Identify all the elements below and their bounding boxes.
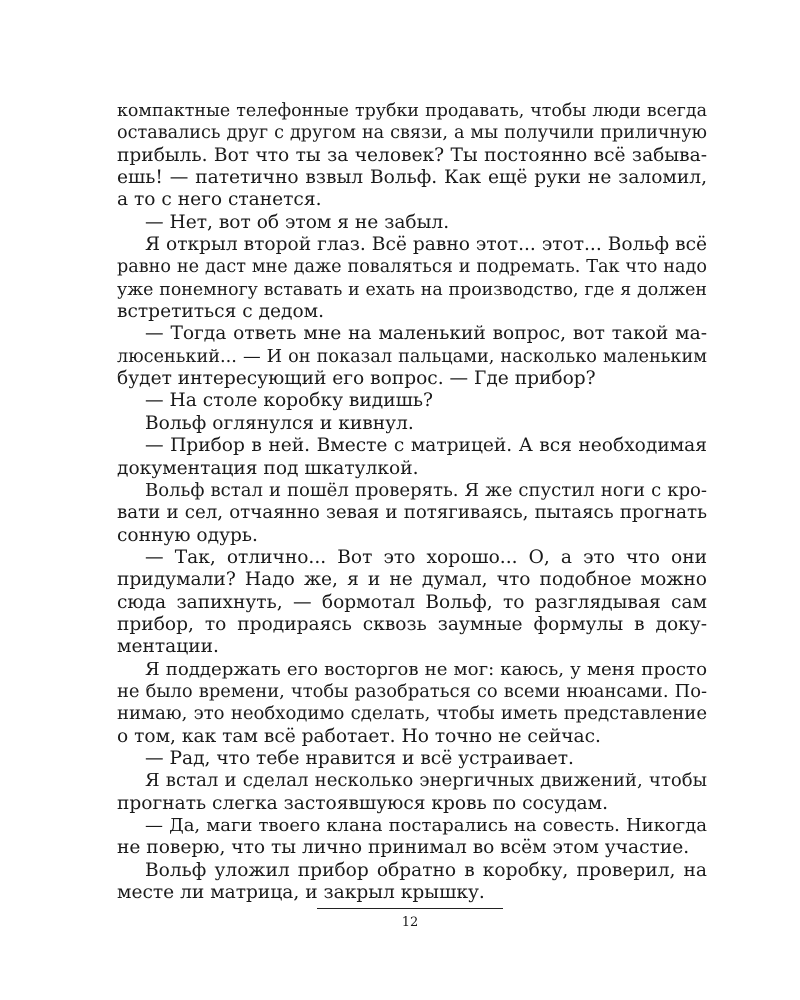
text-line: ментации.: [117, 636, 219, 658]
text-line: Я поддержать его восторгов не мог: каюсь, у меня просто: [145, 658, 707, 680]
text-line: Вольф встал и пошёл проверять. Я же спустил ноги с кро-: [145, 479, 707, 501]
text-line: равно не даст мне даже поваляться и подремать. Так что надо: [117, 257, 707, 278]
text-line: а то с него станется.: [117, 189, 322, 211]
text-line: — На столе коробку видишь?: [145, 390, 433, 412]
text-line: Я открыл второй глаз. Всё равно этот... этот... Вольф всё: [145, 234, 707, 256]
text-line: — Прибор в ней. Вместе с матрицей. А вся необходимая: [145, 435, 707, 457]
text-line: о том, как там всё работает. Но точно не сейчас.: [117, 725, 601, 747]
text-line: прогнать слегка застоявшуюся кровь по сосудам.: [117, 792, 608, 814]
footer-rule: [317, 908, 503, 909]
text-line: — Тогда ответь мне на маленький вопрос, вот такой ма-: [145, 323, 707, 345]
text-line: прибыль. Вот что ты за человек? Ты постоянно всё забыва-: [117, 144, 707, 166]
text-line: прибор, то продираясь сквозь заумные формулы в доку-: [117, 613, 707, 635]
text-line: не было времени, чтобы разобраться со всеми нюансами. По-: [117, 680, 707, 702]
text-line: — Рад, что тебе нравится и всё устраивает.: [145, 747, 574, 769]
text-line: придумали? Надо же, я и не думал, что подобное можно: [117, 569, 707, 591]
page-number: 12: [401, 915, 419, 930]
text-line: уже понемногу вставать и ехать на производство, где я должен: [117, 279, 707, 300]
text-line: — Да, маги твоего клана постарались на совесть. Никогда: [145, 815, 707, 836]
text-line: — Нет, вот об этом я не забыл.: [145, 211, 450, 233]
text-line: оставались друг с другом на связи, а мы получили приличную: [117, 123, 707, 144]
text-line: люсенький... — И он показал пальцами, насколько маленьким: [117, 346, 707, 367]
text-line: месте ли матрица, и закрыл крышку.: [117, 882, 485, 904]
text-line: сюда запихнуть, — бормотал Вольф, то разглядывая сам: [117, 591, 707, 613]
body-text: [117, 100, 707, 904]
text-line: нимаю, это необходимо сделать, чтобы иметь представление: [117, 703, 707, 725]
text-line: не поверю, что ты лично принимал во всём этом участие.: [117, 837, 690, 859]
text-line: компактные телефонные трубки продавать, чтобы люди всегда: [117, 101, 707, 121]
text-line: будет интересующий его вопрос. — Где прибор?: [117, 368, 596, 390]
text-line: вати и сел, отчаянно зевая и потягиваясь, пытаясь прогнать: [117, 502, 707, 524]
text-line: — Так, отлично... Вот это хорошо... О, а это что они: [145, 546, 707, 568]
text-line: Я встал и сделал несколько энергичных движений, чтобы: [145, 770, 707, 792]
text-line: сонную одурь.: [117, 524, 258, 546]
text-line: Вольф уложил прибор обратно в коробку, проверил, на: [145, 859, 707, 881]
text-line: ешь! — патетично взвыл Вольф. Как ещё руки не заломил,: [117, 167, 707, 189]
text-line: документация под шкатулкой.: [117, 457, 419, 479]
text-line: Вольф оглянулся и кивнул.: [145, 412, 414, 434]
text-line: встретиться с дедом.: [117, 301, 325, 323]
